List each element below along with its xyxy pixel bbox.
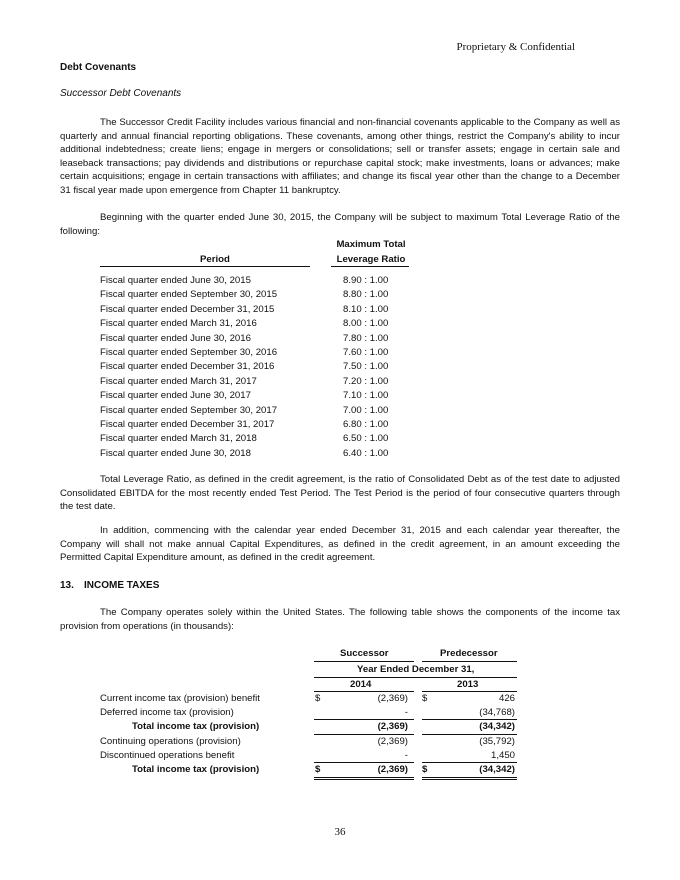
value-2013: (34,768) (479, 707, 515, 718)
max-ratio-header-line2: Leverage Ratio (336, 254, 406, 265)
header-rule (314, 691, 414, 692)
table-row (100, 764, 530, 778)
table-row (100, 376, 410, 390)
ratio-cell: 7.20 : 1.00 (343, 375, 389, 387)
currency-symbol: $ (315, 764, 321, 775)
period-cell: Fiscal quarter ended September 30, 2016 (100, 346, 278, 358)
value-2013: (34,342) (479, 764, 515, 775)
ratio-cell: 6.50 : 1.00 (343, 433, 389, 445)
value-2013: (34,342) (479, 721, 515, 732)
period-cell: Fiscal quarter ended December 31, 2017 (100, 418, 275, 430)
value-2013: 426 (498, 693, 515, 704)
ratio-cell: 8.10 : 1.00 (343, 303, 389, 315)
value-2013: 1,450 (490, 750, 515, 761)
total-rule (422, 777, 517, 778)
income-taxes-title: INCOME TAXES (84, 580, 160, 591)
ratio-cell: 8.80 : 1.00 (343, 289, 389, 301)
ratio-cell: 7.10 : 1.00 (343, 390, 389, 402)
currency-symbol: $ (422, 764, 428, 775)
period-cell: Fiscal quarter ended June 30, 2015 (100, 275, 251, 286)
period-column-header: Period (200, 254, 230, 265)
leverage-intro-paragraph (60, 211, 620, 238)
header-rule (314, 661, 414, 662)
page-number: 36 (334, 826, 346, 838)
income-taxes-paragraph (60, 606, 620, 633)
ratio-cell: 7.80 : 1.00 (343, 332, 389, 344)
currency-symbol: $ (422, 693, 428, 704)
header-rule (100, 266, 310, 267)
period-cell: Fiscal quarter ended March 31, 2016 (100, 318, 257, 330)
covenants-paragraph-text: The Successor Credit Facility includes various financial and non-financial covenants applicable to the Company as well as quarterly and annual financial reporting obligations. These covenants, among other things, restrict the Company's ability to incur additional indebtedness; create liens; engage in mergers or consolidations; sell or transfer assets; engage in certain sale and leaseback transactions; pay dividends and distributions or repurchase capital stock; make investments, loans or advances; make certain acquisitions; engage in certain transactions with affiliates; and change its fiscal year other than the change to a December 31 fiscal year made upon emergence from Chapter 11 bankruptcy. (60, 117, 620, 196)
successor-header: Successor (340, 648, 389, 659)
value-2013: (35,792) (479, 736, 515, 747)
period-cell: Fiscal quarter ended September 30, 2015 (100, 289, 278, 301)
predecessor-header: Predecessor (440, 648, 498, 659)
capex-paragraph (60, 524, 620, 565)
table-row (100, 333, 410, 347)
leverage-table-body (100, 275, 410, 462)
year-2013-header: 2013 (457, 679, 479, 690)
row-label: Current income tax (provision) benefit (100, 693, 260, 704)
total-rule (314, 777, 414, 778)
max-ratio-header-line1: Maximum Total (336, 239, 406, 250)
year-ended-header: Year Ended December 31, (357, 664, 475, 675)
total-rule (422, 779, 517, 780)
ratio-cell: 6.80 : 1.00 (343, 418, 389, 430)
section-subtitle: Successor Debt Covenants (60, 88, 182, 99)
ratio-cell: 8.90 : 1.00 (343, 275, 389, 286)
row-label: Discontinued operations benefit (100, 750, 235, 761)
section-title: Debt Covenants (60, 62, 137, 73)
table-row (100, 736, 530, 750)
year-2014-header: 2014 (350, 679, 372, 690)
period-cell: Fiscal quarter ended June 30, 2016 (100, 332, 251, 344)
value-2014: (2,369) (377, 764, 408, 775)
income-taxes-paragraph-text: The Company operates solely within the United States. The following table shows the components of the income tax provision from operations (in thousands): (60, 607, 620, 632)
table-row (100, 693, 530, 707)
table-row (100, 433, 410, 447)
row-label: Total income tax (provision) (132, 764, 260, 775)
capex-paragraph-text: In addition, commencing with the calendar year ended December 31, 2015 and each calendar year thereafter, the Company will shall not make annual Capital Expenditures, as defined in the credit agreement, in an amount exceeding the Permitted Capital Expenditure amount, as defined in the credit agreement. (60, 525, 620, 564)
table-row (100, 304, 410, 318)
header-rule (422, 691, 517, 692)
row-label: Total income tax (provision) (132, 721, 260, 732)
value-2014: - (404, 707, 408, 718)
total-rule (422, 719, 517, 720)
period-cell: Fiscal quarter ended March 31, 2018 (100, 433, 257, 445)
value-2014: (2,369) (377, 736, 408, 747)
leverage-table-header (100, 237, 410, 267)
table-row (100, 419, 410, 433)
value-2014: - (404, 750, 408, 761)
table-row (100, 448, 410, 462)
header-rule (314, 677, 517, 678)
ratio-cell: 7.50 : 1.00 (343, 361, 389, 373)
header-rule (422, 661, 517, 662)
table-row (100, 361, 410, 375)
total-rule (422, 734, 517, 735)
total-rule (314, 762, 414, 763)
currency-symbol: $ (315, 693, 321, 704)
income-taxes-heading (60, 580, 159, 591)
period-cell: Fiscal quarter ended December 31, 2015 (100, 303, 275, 315)
period-cell: Fiscal quarter ended June 30, 2018 (100, 447, 251, 459)
leverage-definition-text: Total Leverage Ratio, as defined in the credit agreement, is the ratio of Consolidated Debt as of the test date to adjusted Consolidated EBITDA for the most recently ended Test Period. The Test Period is the period of four consecutive quarters through the test date. (60, 474, 620, 513)
period-cell: Fiscal quarter ended December 31, 2016 (100, 361, 275, 373)
leverage-definition-paragraph (60, 473, 620, 514)
leverage-ratio-table (100, 237, 410, 462)
row-label: Deferred income tax (provision) (100, 707, 234, 718)
confidential-header: Proprietary & Confidential (456, 41, 575, 53)
leverage-intro-text: Beginning with the quarter ended June 30, 2015, the Company will be subject to maximum Total Leverage Ratio of the following: (60, 212, 620, 237)
table-row (100, 347, 410, 361)
header-rule (331, 266, 409, 267)
table-row (100, 405, 410, 419)
covenants-paragraph (60, 116, 620, 198)
table-row (100, 289, 410, 303)
table-row (100, 275, 410, 289)
ratio-cell: 6.40 : 1.00 (343, 447, 389, 459)
table-row (100, 390, 410, 404)
period-cell: Fiscal quarter ended September 30, 2017 (100, 404, 278, 416)
ratio-cell: 8.00 : 1.00 (343, 318, 389, 330)
row-label: Continuing operations (provision) (100, 736, 241, 747)
period-cell: Fiscal quarter ended June 30, 2017 (100, 390, 251, 402)
ratio-cell: 7.00 : 1.00 (343, 404, 389, 416)
section-number: 13. (60, 580, 74, 591)
total-rule (314, 719, 414, 720)
total-rule (314, 779, 414, 780)
table-row (100, 721, 530, 735)
total-rule (314, 734, 414, 735)
period-cell: Fiscal quarter ended March 31, 2017 (100, 375, 257, 387)
total-rule (422, 762, 517, 763)
value-2014: (2,369) (377, 721, 408, 732)
value-2014: (2,369) (377, 693, 408, 704)
table-row (100, 318, 410, 332)
ratio-cell: 7.60 : 1.00 (343, 346, 389, 358)
